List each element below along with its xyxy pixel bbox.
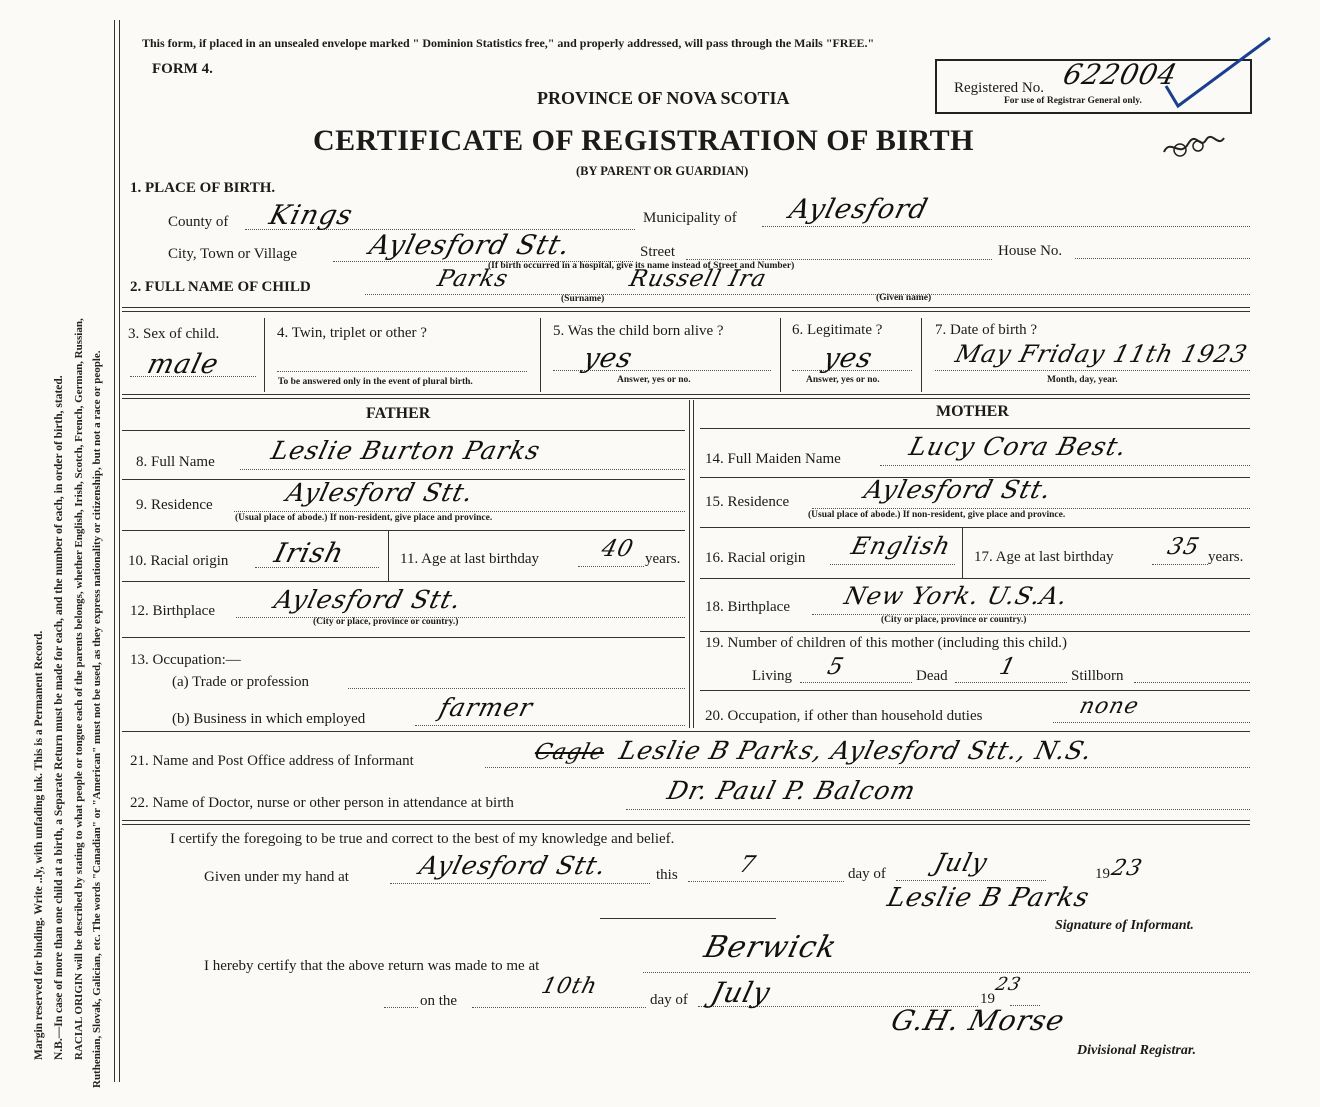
mother-occupation-label: 20. Occupation, if other than household duties [705, 708, 983, 724]
binding-margin-rule-inner [119, 20, 120, 1082]
dob-value: May Friday 11th 1923 [952, 340, 1251, 368]
mother-birthplace-line [812, 614, 1250, 615]
sex-value: male [144, 349, 223, 380]
father-name-value: Leslie Burton Parks [268, 436, 544, 465]
certificate-subtitle: (BY PARENT OR GUARDIAN) [576, 164, 749, 178]
mother-race-line [830, 564, 955, 565]
mother-rule-2 [700, 527, 1250, 528]
mother-age-line [1152, 564, 1208, 565]
twin-line [277, 371, 527, 372]
registrar-place-line [643, 972, 1250, 973]
father-age-line [578, 566, 644, 567]
check-mark-icon [1160, 34, 1280, 114]
informant-struck-value: Cagle [531, 740, 608, 765]
born-alive-caption: Answer, yes or no. [617, 375, 691, 385]
father-rule-4 [122, 637, 685, 638]
place-of-birth-heading: 1. PLACE OF BIRTH. [130, 180, 276, 196]
margin-note-racial-origin-cont: Ruthenian, Slovak, Galician, etc. The words "Canadian" or "American" must not be used, as they express nationality or citizenship, but not a race or people. [91, 350, 103, 1088]
given-name-caption: (Given name) [876, 293, 932, 303]
mother-birthplace-label: 18. Birthplace [705, 599, 790, 615]
mother-residence-caption: (Usual place of abode.) If non-resident, give place and province. [808, 510, 1066, 520]
child-given-name: Russell Ira [626, 266, 770, 292]
living-label: Living [752, 668, 792, 684]
child-name-line [365, 294, 1250, 295]
dob-caption: Month, day, year. [1047, 375, 1118, 385]
dead-value: 1 [996, 654, 1019, 680]
hospital-note: (If birth occurred in a hospital, give its name instead of Street and Number) [488, 261, 795, 271]
father-years-label: years. [645, 551, 681, 567]
doctor-value: Dr. Paul P. Balcom [664, 776, 920, 805]
legitimate-value: yes [820, 343, 876, 374]
given-month-line [896, 880, 1046, 881]
mother-birthplace-value: New York. U.S.A. [841, 582, 1072, 610]
this-label: this [656, 867, 678, 883]
father-heading-rule [122, 430, 685, 431]
father-residence-value: Aylesford Stt. [283, 478, 477, 507]
informant-signature-short-rule [600, 918, 776, 919]
col-divider-3 [780, 318, 781, 392]
registrar-day-line [472, 1007, 646, 1008]
mother-age-value: 35 [1164, 534, 1203, 560]
mother-rule-3 [700, 578, 1250, 579]
municipality-value: Aylesford [786, 194, 932, 225]
children-count-label: 19. Number of children of this mother (including this child.) [705, 635, 1068, 651]
street-label: Street [640, 244, 675, 260]
registrar-year-prefix: 19 [980, 991, 995, 1007]
given-day-value: 7 [736, 852, 759, 878]
city-value: Aylesford Stt. [366, 230, 574, 261]
business-line [415, 725, 685, 726]
twin-note: To be answered only in the event of plural birth. [278, 377, 473, 387]
born-alive-value: yes [580, 343, 636, 374]
registrar-day-value: 10th [538, 974, 601, 999]
given-dayof-label: day of [848, 866, 886, 882]
registrar-place-value: Berwick [700, 930, 841, 965]
on-the-label: on the [420, 993, 458, 1009]
mother-heading-rule [700, 428, 1250, 429]
stillborn-line [1134, 682, 1250, 683]
father-birthplace-label: 12. Birthplace [130, 603, 215, 619]
binding-margin-rule [114, 20, 115, 1082]
father-residence-line [234, 511, 685, 512]
form-number: FORM 4. [152, 61, 213, 77]
father-race-value: Irish [271, 538, 348, 569]
rule-before-certification [122, 820, 1250, 825]
mother-occupation-line [1053, 722, 1250, 723]
col-divider-2 [540, 318, 541, 392]
rule-before-informant [122, 731, 1250, 732]
mother-occupation-value: none [1076, 694, 1142, 719]
given-month-value: July [931, 848, 991, 877]
margin-note-multiple-births: N.B.—In case of more than one child at a birth, a Separate Return must be made for each, and the number of each, in order of birth, stated. [53, 375, 65, 1060]
registrar-pre-line [384, 1007, 418, 1008]
mother-rule-5 [700, 690, 1250, 691]
business-label: (b) Business in which employed [172, 711, 366, 727]
mother-birthplace-caption: (City or place, province or country.) [881, 615, 1027, 625]
dead-line [955, 682, 1067, 683]
parents-divider [689, 400, 694, 728]
father-residence-label: 9. Residence [136, 497, 213, 513]
living-value: 5 [824, 654, 847, 680]
business-value: farmer [436, 693, 537, 722]
house-number-line [1075, 258, 1250, 259]
occupation-label: 13. Occupation:— [130, 652, 241, 668]
margin-note-binding: Margin reserved for binding. Write ..ly, with unfading ink. This is a Permanent Record. [33, 630, 45, 1060]
informant-line [485, 767, 1250, 768]
father-name-label: 8. Full Name [136, 454, 215, 470]
registrar-signature: G.H. Morse [887, 1004, 1069, 1037]
mother-rule-4 [700, 631, 1250, 632]
street-line [686, 259, 992, 260]
mother-name-label: 14. Full Maiden Name [705, 451, 841, 467]
child-surname: Parks [434, 266, 512, 292]
rule-after-name [122, 307, 1250, 312]
informant-value: Leslie B Parks, Aylesford Stt., N.S. [616, 736, 1096, 765]
col-divider-1 [264, 318, 265, 392]
registrar-caption: Divisional Registrar. [1077, 1043, 1197, 1058]
sex-label: 3. Sex of child. [128, 326, 220, 342]
father-birthplace-value: Aylesford Stt. [271, 585, 465, 614]
mother-name-value: Lucy Cora Best. [906, 432, 1131, 461]
registered-label: Registered No. [954, 80, 1044, 96]
house-number-label: House No. [998, 243, 1063, 259]
stillborn-label: Stillborn [1071, 668, 1124, 684]
father-rule-3 [122, 581, 685, 582]
father-residence-caption: (Usual place of abode.) If non-resident, give place and province. [235, 513, 493, 523]
certify-statement: I certify the foregoing to be true and correct to the best of my knowledge and belief. [170, 831, 675, 847]
municipality-label: Municipality of [643, 210, 737, 226]
mother-race-label: 16. Racial origin [705, 550, 806, 566]
informant-signature: Leslie B Parks [884, 883, 1093, 913]
legitimate-label: 6. Legitimate ? [792, 322, 883, 338]
born-alive-label: 5. Was the child born alive ? [553, 323, 724, 339]
county-label: County of [168, 214, 229, 230]
mother-race-value: English [848, 532, 954, 560]
mother-age-label: 17. Age at last birthday [974, 549, 1114, 565]
registrar-year-suffix: 23 [993, 974, 1024, 995]
informant-signature-caption: Signature of Informant. [1055, 918, 1194, 933]
father-age-label: 11. Age at last birthday [400, 551, 539, 567]
mother-name-line [880, 465, 1250, 466]
dead-label: Dead [916, 668, 948, 684]
doctor-label: 22. Name of Doctor, nurse or other person in attendance at birth [130, 795, 514, 811]
city-label: City, Town or Village [168, 246, 298, 262]
registrar-dayof-label: day of [650, 992, 688, 1008]
mother-heading: MOTHER [936, 403, 1009, 420]
informant-label: 21. Name and Post Office address of Informant [130, 753, 414, 769]
given-day-line [688, 881, 844, 882]
given-place-value: Aylesford Stt. [416, 851, 610, 880]
registrar-stamp-scribble [1160, 128, 1230, 168]
province-heading: PROVINCE OF NOVA SCOTIA [537, 88, 790, 108]
father-race-label: 10. Racial origin [128, 553, 229, 569]
father-race-age-divider [388, 531, 389, 581]
child-name-label: 2. FULL NAME OF CHILD [130, 279, 311, 295]
trade-line [348, 688, 685, 689]
mother-race-age-divider [962, 528, 963, 578]
given-year-prefix: 19 [1095, 866, 1110, 882]
surname-caption: (Surname) [561, 294, 605, 304]
given-year-suffix: 23 [1108, 856, 1146, 881]
certificate-title: CERTIFICATE OF REGISTRATION OF BIRTH [313, 124, 974, 157]
living-line [800, 682, 912, 683]
mother-residence-label: 15. Residence [705, 494, 790, 510]
father-rule-2 [122, 530, 685, 531]
given-under-label: Given under my hand at [204, 869, 349, 885]
municipality-line [762, 226, 1250, 227]
registrar-general-note: For use of Registrar General only. [1004, 96, 1142, 106]
doctor-line [626, 809, 1250, 810]
dob-line [935, 370, 1250, 371]
given-place-line [390, 883, 650, 884]
rule-after-row3 [122, 394, 1250, 399]
father-heading: FATHER [366, 405, 431, 422]
legitimate-caption: Answer, yes or no. [806, 375, 880, 385]
margin-note-racial-origin: RACIAL ORIGIN will be described by stating to what people or tongue each of the parents belongs, whether English, Irish, Scotch, French, German, Russian, [73, 318, 85, 1060]
father-birthplace-caption: (City or place, province or country.) [313, 617, 459, 627]
mother-residence-value: Aylesford Stt. [861, 475, 1055, 504]
father-birthplace-line [236, 617, 685, 618]
twin-label: 4. Twin, triplet or other ? [277, 325, 427, 341]
registrar-month-value: July [707, 976, 775, 1009]
county-value: Kings [266, 200, 357, 231]
mail-note: This form, if placed in an unsealed envelope marked " Dominion Statistics free," and properly addressed, will pass through the Mails "FREE." [142, 36, 875, 50]
registered-number: 622004 [1059, 58, 1182, 91]
col-divider-4 [921, 318, 922, 392]
father-age-value: 40 [598, 536, 637, 562]
mother-residence-line [812, 508, 1250, 509]
father-name-line [240, 469, 685, 470]
mother-years-label: years. [1208, 549, 1244, 565]
trade-label: (a) Trade or profession [172, 674, 310, 690]
registrar-statement: I hereby certify that the above return was made to me at [204, 958, 540, 974]
dob-label: 7. Date of birth ? [935, 322, 1038, 338]
